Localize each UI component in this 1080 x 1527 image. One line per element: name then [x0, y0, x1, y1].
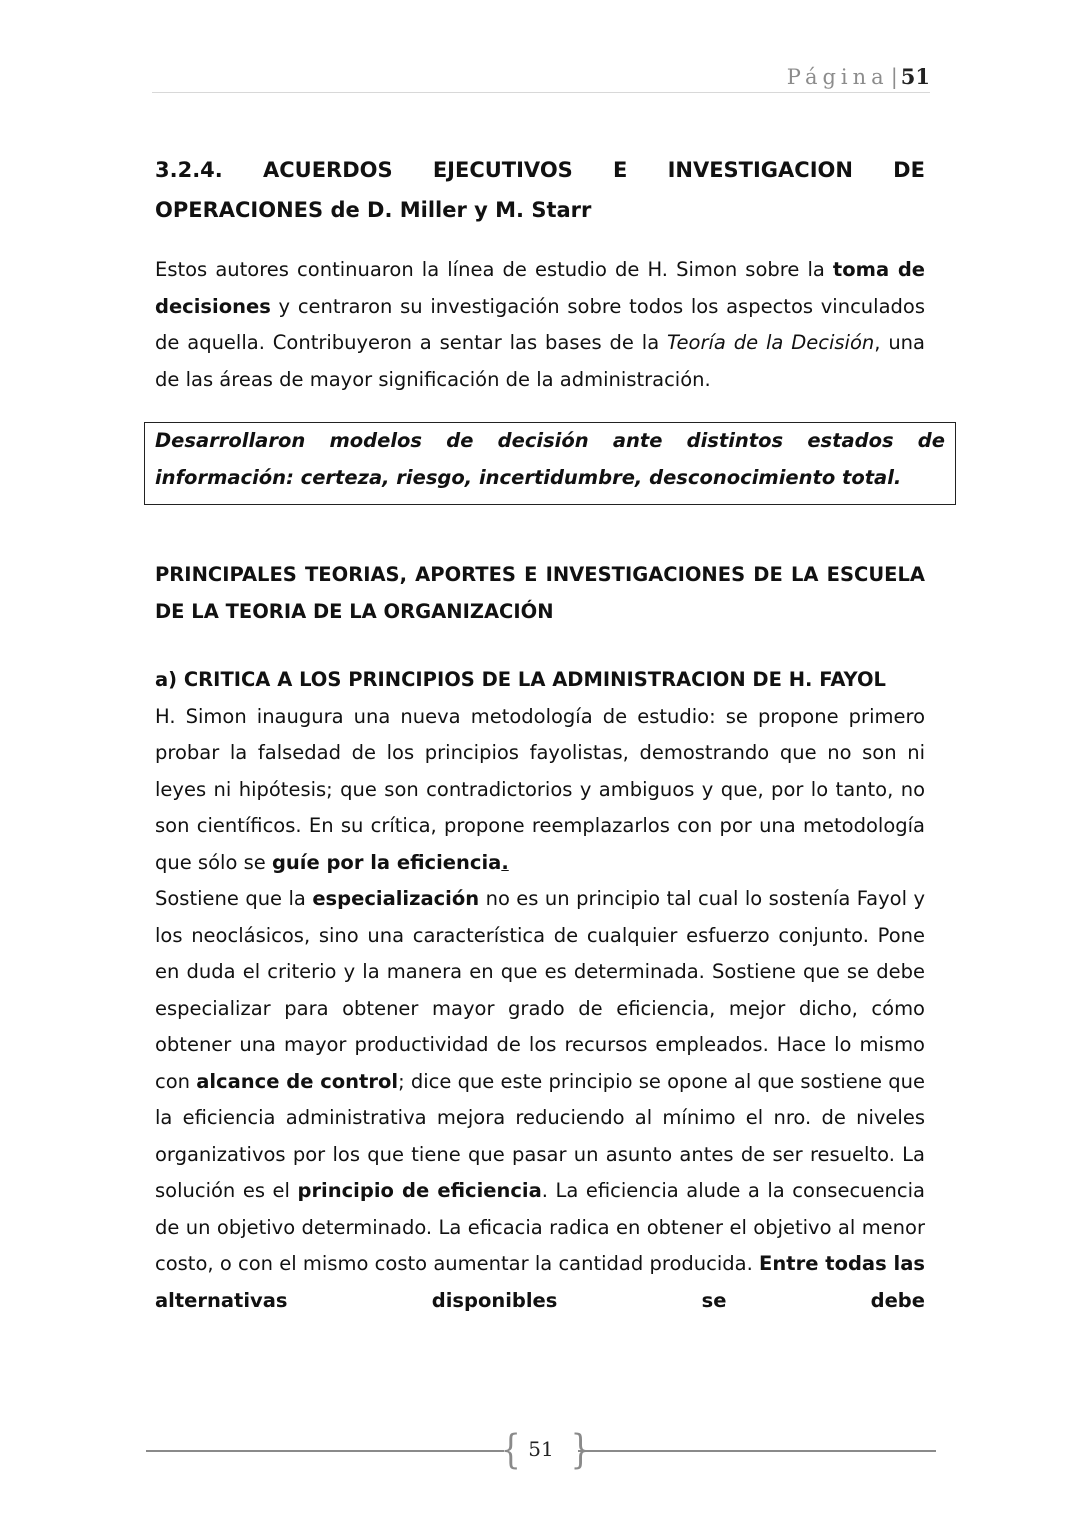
title-word: DE [893, 158, 925, 182]
title-word: ACUERDOS [262, 158, 393, 182]
header-page-number: 51 [900, 64, 930, 89]
section-title-line2: OPERACIONES de D. Miller y M. Starr [155, 198, 592, 222]
critica-bold: alcance de control [196, 1069, 399, 1093]
page-label: Página [786, 65, 889, 89]
intro-bold: toma de decisiones [155, 258, 925, 318]
intro-text: Estos autores continuaron la línea de estudio de H. Simon sobre la [155, 258, 833, 281]
principales-heading: PRINCIPALES TEORIAS, APORTES E INVESTIGACIONES DE LA ESCUELA DE LA TEORIA DE LA ORGANIZACIÓN [155, 563, 925, 623]
critica-text: . La eficiencia alude a la consecuencia de un objetivo determinado. La eficacia radica en obtener el objetivo al menor costo, o con el mismo costo aumentar la cantidad producida. [155, 1179, 925, 1275]
intro-paragraph [155, 252, 925, 398]
intro-italic: Teoría de la Decisión [667, 331, 875, 354]
page-header [152, 62, 930, 93]
critica-bold: guíe por la eficiencia [271, 850, 502, 874]
critica-paragraph-2 [155, 881, 925, 1319]
footer-page-number: 51 [528, 1437, 554, 1461]
title-word: EJECUTIVOS [432, 158, 573, 182]
critica-bold: especialización [312, 887, 480, 910]
critica-bold: Entre todas las alternativas disponibles se debe [155, 1252, 925, 1312]
section-title [155, 150, 925, 230]
title-word: INVESTIGACION [667, 158, 853, 182]
critica-text: H. Simon inaugura una nueva metodología de estudio: se propone primero probar la falsedad de los principios fayolistas, demostrando que no son ni leyes ni hipótesis; que son contradictorios y ambiguos y que, por lo tanto, no son científicos. En su crítica, propone reemplazarlos con por una metodología que sólo se [155, 704, 925, 874]
critica-text: Sostiene que la [155, 887, 313, 910]
critica-heading: a) CRITICA A LOS PRINCIPIOS DE LA ADMINISTRACION DE H. FAYOL [155, 668, 886, 691]
intro-text: y centraron su investigación sobre todos los aspectos vinculados de aquella. Contribuyeron a sentar las bases de la [155, 294, 925, 354]
page-content [155, 150, 945, 1319]
footer-rule-left [146, 1450, 504, 1452]
critica-text: no es un principio tal cual lo sostenía Fayol y los neoclásicos, sino una característica de cualquier esfuerzo conjunto. Pone en duda el criterio y la manera en que es determinada. Sostiene que se debe especializar para obtener mayor grado de eficiencia, mejor dicho, cómo obtener una mayor productividad de los recursos empleados. Hace lo mismo con [155, 887, 925, 1093]
footer-bracket-left: { [500, 1427, 521, 1473]
footer-rule-right [578, 1450, 936, 1452]
page-footer [146, 1427, 936, 1473]
intro-text: , una de las áreas de mayor significación de la administración. [155, 331, 925, 391]
section-title-line1 [155, 150, 925, 190]
critica-bold: principio de eficiencia [297, 1179, 542, 1202]
title-word: E [613, 158, 628, 182]
critica-paragraph-1 [155, 699, 925, 882]
critica-text: ; dice que este principio se opone al que sostiene que la eficiencia administrativa mejora reduciendo al mínimo el nro. de niveles organizativos por los que tiene que pasar un asunto antes de ser resuelto. La solución es el [155, 1069, 925, 1202]
critica-bold-underlined: . [501, 850, 509, 874]
header-separator: | [890, 65, 898, 89]
highlight-box: Desarrollaron modelos de decisión ante distintos estados de información: certeza, riesgo, incertidumbre, desconocimiento total. [144, 422, 956, 505]
title-word: 3.2.4. [155, 158, 223, 182]
footer-bracket-right: } [570, 1427, 591, 1473]
